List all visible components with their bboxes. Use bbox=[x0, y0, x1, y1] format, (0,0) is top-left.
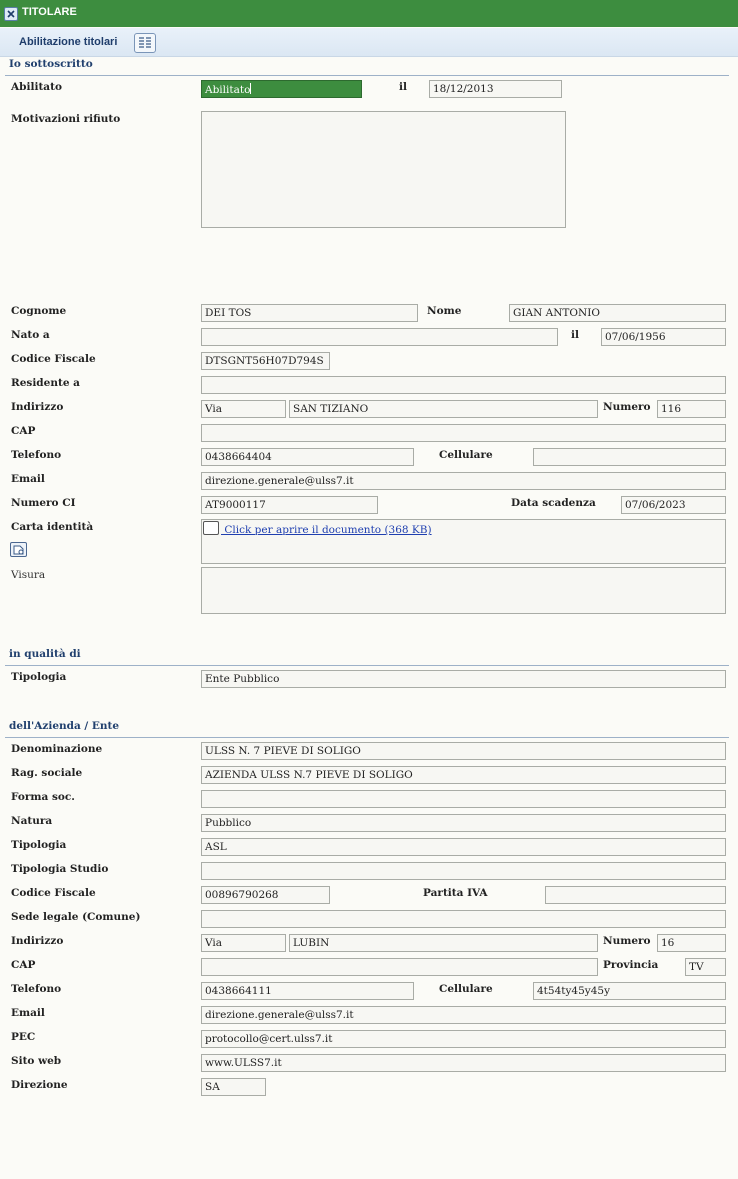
numero-ci-field[interactable]: AT9000117 bbox=[201, 496, 378, 514]
azienda-indirizzo-tipo-field[interactable]: Via bbox=[201, 934, 286, 952]
nato-a-label: Nato a bbox=[11, 329, 50, 341]
azienda-tipologia-field[interactable]: ASL bbox=[201, 838, 726, 856]
visura-box[interactable] bbox=[201, 567, 726, 614]
cap-field[interactable] bbox=[201, 424, 726, 442]
cellulare-label: Cellulare bbox=[439, 449, 493, 461]
list-view-icon[interactable] bbox=[134, 33, 156, 53]
azienda-numero-label: Numero bbox=[603, 935, 651, 947]
nato-a-field[interactable] bbox=[201, 328, 558, 346]
nome-field[interactable]: GIAN ANTONIO bbox=[509, 304, 726, 322]
data-nascita-field[interactable]: 07/06/1956 bbox=[601, 328, 726, 346]
azienda-cap-label: CAP bbox=[11, 959, 36, 971]
pec-label: PEC bbox=[11, 1031, 36, 1043]
toolbar bbox=[0, 28, 738, 57]
azienda-telefono-label: Telefono bbox=[11, 983, 62, 995]
motivazioni-label: Motivazioni rifiuto bbox=[11, 113, 121, 125]
open-document-link[interactable]: Click per aprire il documento (368 KB) bbox=[203, 521, 432, 536]
direzione-label: Direzione bbox=[11, 1079, 68, 1091]
azienda-email-label: Email bbox=[11, 1007, 45, 1019]
abilitato-label: Abilitato bbox=[11, 81, 62, 93]
indirizzo-tipo-field[interactable]: Via bbox=[201, 400, 286, 418]
sede-legale-label: Sede legale (Comune) bbox=[11, 911, 141, 923]
azienda-codice-fiscale-label: Codice Fiscale bbox=[11, 887, 96, 899]
nato-il-label: il bbox=[571, 329, 579, 341]
natura-label: Natura bbox=[11, 815, 53, 827]
sito-web-label: Sito web bbox=[11, 1055, 62, 1067]
forma-soc-label: Forma soc. bbox=[11, 791, 75, 803]
nome-label: Nome bbox=[427, 305, 462, 317]
section-azienda: dell'Azienda / Ente bbox=[9, 720, 120, 732]
cellulare-field[interactable] bbox=[533, 448, 726, 466]
pec-field[interactable]: protocollo@cert.ulss7.it bbox=[201, 1030, 726, 1048]
denominazione-field[interactable]: ULSS N. 7 PIEVE DI SOLIGO bbox=[201, 742, 726, 760]
sede-legale-field[interactable] bbox=[201, 910, 726, 928]
forma-soc-field[interactable] bbox=[201, 790, 726, 808]
email-field[interactable]: direzione.generale@ulss7.it bbox=[201, 472, 726, 490]
abilitato-date-field[interactable]: 18/12/2013 bbox=[429, 80, 562, 98]
telefono-field[interactable]: 0438664404 bbox=[201, 448, 414, 466]
azienda-email-field[interactable]: direzione.generale@ulss7.it bbox=[201, 1006, 726, 1024]
section-in-qualita: in qualità di bbox=[9, 648, 81, 660]
azienda-telefono-field[interactable]: 0438664111 bbox=[201, 982, 414, 1000]
residente-field[interactable] bbox=[201, 376, 726, 394]
indirizzo-via-field[interactable]: SAN TIZIANO bbox=[289, 400, 598, 418]
azienda-codice-fiscale-field[interactable]: 00896790268 bbox=[201, 886, 330, 904]
qualita-tipologia-field[interactable]: Ente Pubblico bbox=[201, 670, 726, 688]
abilitato-il-label: il bbox=[399, 81, 407, 93]
rag-sociale-field[interactable]: AZIENDA ULSS N.7 PIEVE DI SOLIGO bbox=[201, 766, 726, 784]
direzione-field[interactable]: SA bbox=[201, 1078, 266, 1096]
section-divider bbox=[5, 737, 729, 738]
visura-label: Visura bbox=[11, 569, 46, 581]
numero-ci-label: Numero CI bbox=[11, 497, 76, 509]
partita-iva-field[interactable] bbox=[545, 886, 726, 904]
qualita-tipologia-label: Tipologia bbox=[11, 671, 67, 683]
numero-civico-field[interactable]: 116 bbox=[657, 400, 726, 418]
partita-iva-label: Partita IVA bbox=[423, 887, 488, 899]
section-divider bbox=[5, 665, 729, 666]
carta-identita-label: Carta identità bbox=[11, 521, 94, 533]
close-icon[interactable] bbox=[4, 7, 18, 21]
telefono-label: Telefono bbox=[11, 449, 62, 461]
section-divider bbox=[5, 75, 729, 76]
natura-field[interactable]: Pubblico bbox=[201, 814, 726, 832]
residente-label: Residente a bbox=[11, 377, 80, 389]
abilitato-select[interactable]: Abilitato bbox=[201, 80, 362, 98]
azienda-numero-field[interactable]: 16 bbox=[657, 934, 726, 952]
window-titlebar bbox=[0, 0, 738, 27]
cognome-field[interactable]: DEI TOS bbox=[201, 304, 418, 322]
tipologia-studio-field[interactable] bbox=[201, 862, 726, 880]
azienda-indirizzo-via-field[interactable]: LUBIN bbox=[289, 934, 598, 952]
azienda-cap-field[interactable] bbox=[201, 958, 598, 976]
folder-icon bbox=[203, 521, 219, 535]
codice-fiscale-label: Codice Fiscale bbox=[11, 353, 96, 365]
sito-web-field[interactable]: www.ULSS7.it bbox=[201, 1054, 726, 1072]
azienda-indirizzo-label: Indirizzo bbox=[11, 935, 64, 947]
provincia-field[interactable]: TV bbox=[685, 958, 726, 976]
tipologia-studio-label: Tipologia Studio bbox=[11, 863, 109, 875]
denominazione-label: Denominazione bbox=[11, 743, 103, 755]
data-scadenza-field[interactable]: 07/06/2023 bbox=[621, 496, 726, 514]
email-label: Email bbox=[11, 473, 45, 485]
upload-document-icon[interactable] bbox=[10, 542, 27, 557]
section-io-sottoscritto: Io sottoscritto bbox=[9, 58, 93, 70]
numero-label: Numero bbox=[603, 401, 651, 413]
cognome-label: Cognome bbox=[11, 305, 67, 317]
window-title: TITOLARE bbox=[22, 6, 77, 18]
azienda-tipologia-label: Tipologia bbox=[11, 839, 67, 851]
motivazioni-textarea[interactable] bbox=[201, 111, 566, 228]
indirizzo-label: Indirizzo bbox=[11, 401, 64, 413]
codice-fiscale-field[interactable]: DTSGNT56H07D794S bbox=[201, 352, 330, 370]
cap-label: CAP bbox=[11, 425, 36, 437]
azienda-cellulare-field[interactable]: 4t54ty45y45y bbox=[533, 982, 726, 1000]
provincia-label: Provincia bbox=[603, 959, 659, 971]
tab-abilitazione-titolari[interactable]: Abilitazione titolari bbox=[19, 36, 118, 48]
azienda-cellulare-label: Cellulare bbox=[439, 983, 493, 995]
rag-sociale-label: Rag. sociale bbox=[11, 767, 83, 779]
data-scadenza-label: Data scadenza bbox=[511, 497, 596, 509]
